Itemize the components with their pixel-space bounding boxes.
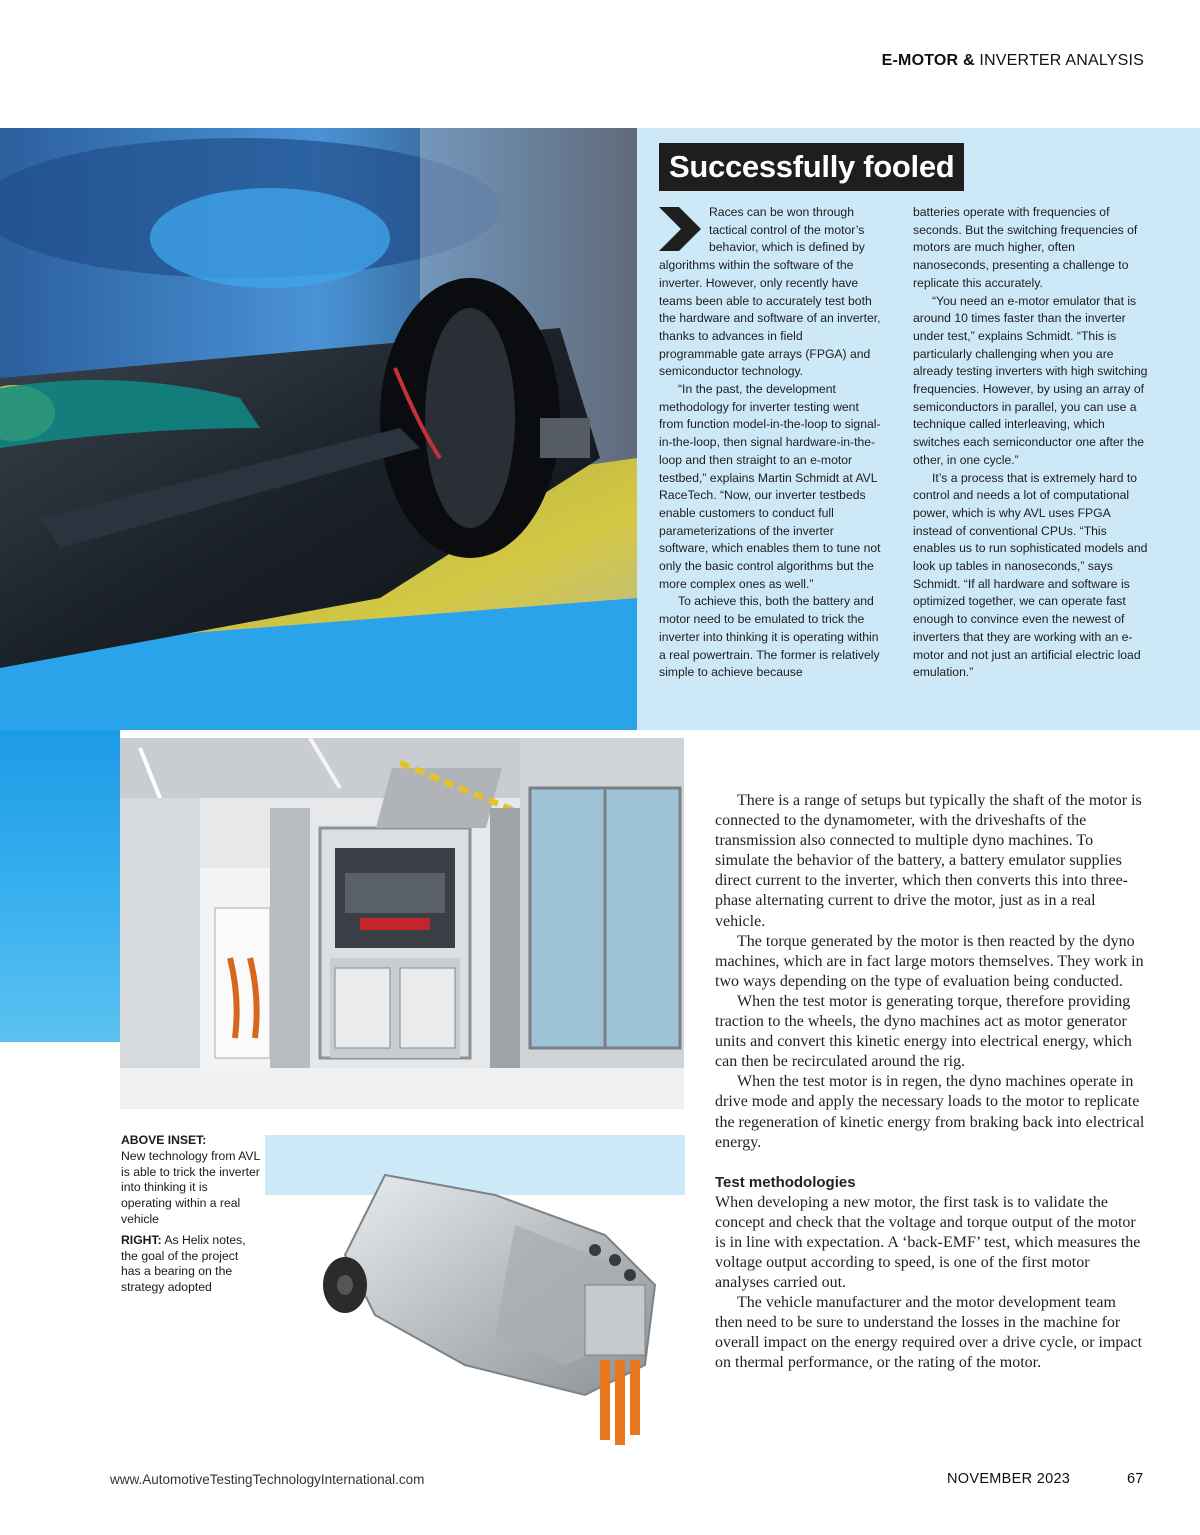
sidebar-paragraph: To achieve this, both the battery and motor need to be emulated to trick the inverter into thinking it is operating within a real powertrain. The former is relatively simple to achieve because <box>659 594 880 680</box>
footer-website-url[interactable]: www.AutomotiveTestingTechnologyInternational.com <box>110 1472 425 1487</box>
race-car-photo <box>0 128 637 730</box>
body-paragraph: When the test motor is generating torque, therefore providing traction to the wheels, the dyno machines act as motor generator units and convert this kinetic energy into electrical energy, which can then be recirculated around the rig. <box>715 992 1132 1071</box>
sidebar-column-1 <box>659 204 881 682</box>
footer-page-number: 67 <box>1127 1471 1144 1487</box>
sidebar-paragraph: “You need an e-motor emulator that is around 10 times faster than the inverter under test,” explains Schmidt. “This is particularly challenging when you are already testing inverters with high switching frequencies. However, by using an array of semiconductors in parallel, you can use a technique called interleaving, which switches each semiconductor one after the other, in one cycle.” <box>913 293 1148 467</box>
sidebar-column-2 <box>913 204 1151 682</box>
section-header-rest: INVERTER ANALYSIS <box>974 52 1144 69</box>
body-paragraph: The vehicle manufacturer and the motor development team then need to be sure to understand the losses in the machine for overall impact on the energy required over a drive cycle, or impact on thermal performance, or the rating of the motor. <box>715 1294 1143 1372</box>
caption-above <box>121 1133 261 1228</box>
article-body <box>715 791 1145 1374</box>
photo-caption <box>121 1133 261 1301</box>
e-motor-illustration <box>265 1135 685 1455</box>
caption-right-text: As Helix notes, the goal of the project has a bearing on the strategy adopted <box>121 1232 246 1295</box>
sidebar-paragraph: “In the past, the development methodology for inverter testing went from function model-in-the-loop to signal-in-the-loop, then signal hardware-in-the-loop and then straight to an e-motor testbed,” explains Martin Schmidt at AVL RaceTech. “Now, our inverter testbeds enable customers to conduct full parameterizations of the inverter software, which enables them to tune not only the basic control algorithms but the more complex ones as well.” <box>659 382 881 591</box>
section-header-bold: E-MOTOR & <box>881 52 975 69</box>
body-paragraph: There is a range of setups but typically the shaft of the motor is connected to the dynamometer, with the driveshafts of the transmission also connected to multiple dyno machines. To simulate the behavior of the battery, a battery emulator supplies direct current to the inverter, which then converts this into three-phase alternating current to drive the motor, just as in a real vehicle. <box>715 792 1142 930</box>
body-paragraph: When developing a new motor, the first task is to validate the concept and check that the voltage and torque output of the motor is in line with expectation. A ‘back-EMF’ test, which measures the voltage output according to speed, is one of the first motor analyses carried out. <box>715 1193 1141 1292</box>
race-car-illustration <box>0 128 637 730</box>
body-paragraph: When the test motor is in regen, the dyno machines operate in drive mode and apply the necessary loads to the motor to replicate the regeneration of kinetic energy from braking back into electrical energy. <box>715 1073 1145 1151</box>
testbed-illustration <box>120 738 684 1109</box>
caption-above-label: ABOVE INSET: <box>121 1133 207 1147</box>
race-car-photo-edge <box>0 730 120 1042</box>
subheading-test-methodologies: Test methodologies <box>715 1173 856 1191</box>
section-header <box>882 52 1144 70</box>
body-paragraph: The torque generated by the motor is then reacted by the dyno machines, which are in fact large motors themselves. They work in two ways depending on the type of evaluation being conducted. <box>715 932 1144 990</box>
footer-issue-date: NOVEMBER 2023 <box>947 1471 1071 1487</box>
caption-right-label: RIGHT: <box>121 1232 162 1247</box>
caption-right <box>121 1233 261 1296</box>
e-motor-photo <box>265 1135 685 1455</box>
sidebar-paragraph: batteries operate with frequencies of seconds. But the switching frequencies of motors are much higher, often nanoseconds, presenting a challenge to replicate this accurately. <box>913 205 1138 290</box>
caption-above-text: New technology from AVL is able to trick the inverter into thinking it is operating within a real vehicle <box>121 1148 260 1226</box>
sidebar-paragraph: It’s a process that is extremely hard to control and needs a lot of computational power, which is why AVL uses FPGA instead of conventional CPUs. “This enables us to run sophisticated models and look up tables in nanoseconds,” says Schmidt. “If all hardware and software is optimized together, we can operate fast enough to convince even the newest of inverters that they are working with an e-motor and not just an artificial electric load emulation.” <box>913 470 1148 680</box>
sidebar-title: Successfully fooled <box>659 143 964 191</box>
inverter-testbed-photo <box>120 738 684 1109</box>
sidebar-paragraph: Races can be won through tactical control of the motor’s behavior, which is defined by algorithms within the software of the inverter. However, only recently have teams been able to accurately test both the hardware and software of an inverter, thanks to advances in field programmable gate arrays (FPGA) and semiconductor technology. <box>659 205 881 379</box>
